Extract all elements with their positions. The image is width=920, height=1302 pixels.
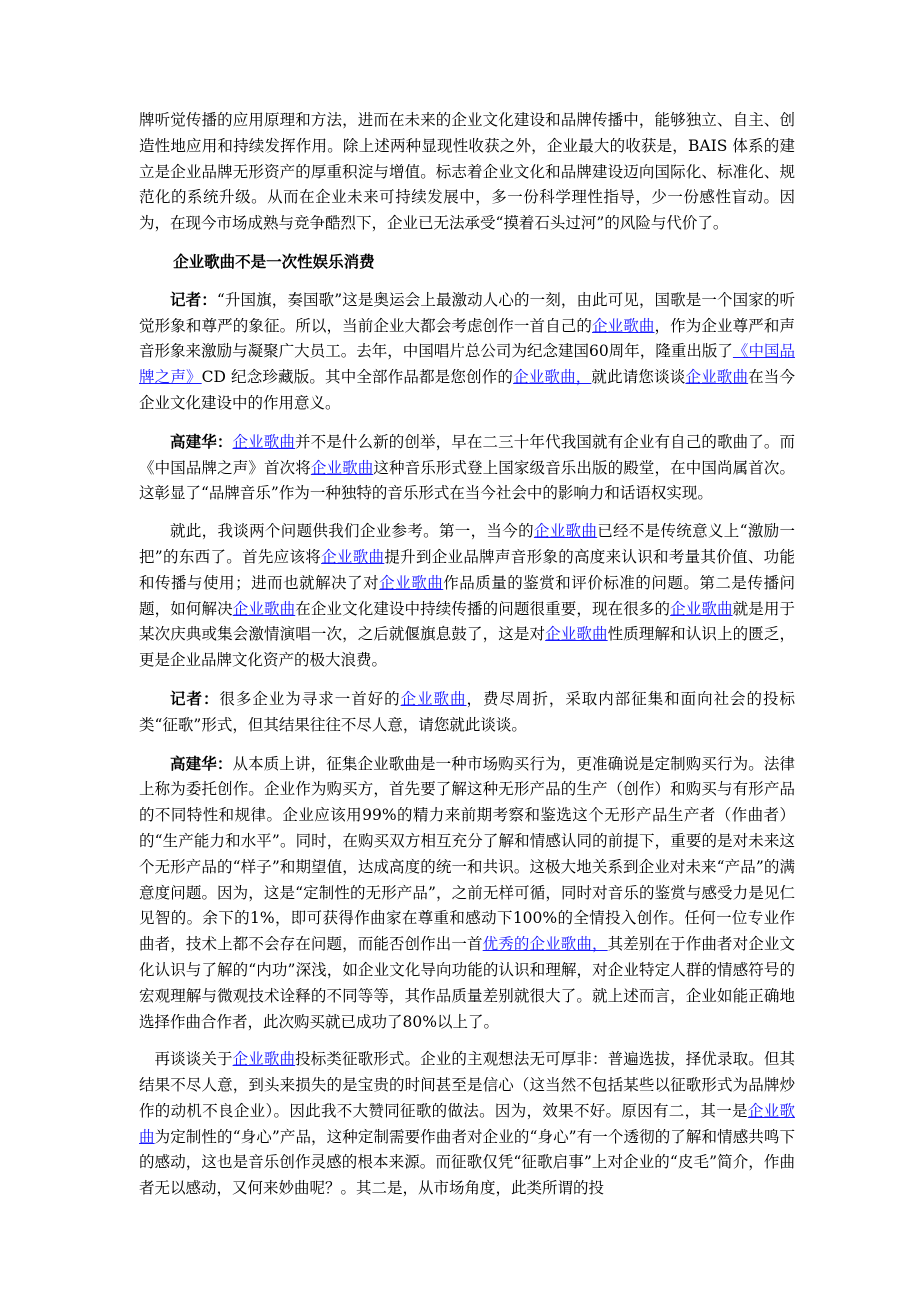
text-span: 投标类征歌形式。企业的主观想法无可厚非：普遍选拔，择优录取。但其结果不尽人意，到头来损失的是宝贵的时间甚至是信心（这当然不包括某些以征歌形式为品牌炒作的动机不良企业）。因此我不大赞同征歌的做法。因为，效果不好。原因有二，其一是 (139, 1050, 795, 1120)
text-link[interactable]: 企业歌曲 (310, 458, 374, 477)
document-page (139, 108, 795, 1214)
text-span: ，费尽周折，采取内部征集和面向社会的投标类“征歌”形式，但其结果往往不尽人意，请您就此谈谈。 (139, 689, 795, 734)
speaker-label: 高建华： (170, 431, 233, 451)
text-link[interactable]: 企业歌曲 (232, 599, 296, 618)
text-link[interactable]: 企业歌曲 (321, 547, 385, 566)
section-heading (139, 249, 795, 275)
paragraph (139, 429, 795, 507)
text-span: 企业歌曲不是一次性娱乐消费 (173, 251, 375, 271)
paragraph (139, 686, 795, 739)
text-link[interactable]: 企业歌曲 (379, 573, 444, 592)
paragraph (139, 108, 795, 237)
text-span: 很多企业为寻求一首好的 (219, 689, 401, 708)
text-span: 提升到企业品牌声音形象的高度来认识和考量其价值、功能和传播与使用；进而也就解决了对 (139, 547, 795, 592)
text-link[interactable]: 企业歌曲， (513, 368, 592, 387)
paragraph (139, 1047, 795, 1202)
text-span: 就此请您谈谈 (591, 368, 686, 387)
text-span: 性质理解和认识上的匮乏，更是企业品牌文化资产的极大浪费。 (139, 625, 795, 670)
text-span: 牌听觉传播的应用原理和方法，进而在未来的企业文化建设和品牌传播中，能够独立、自主、创造性地应用和持续发挥作用。除上述两种显现性收获之外，企业最大的收获是，BAIS 体系的建立是企业品牌无形资产的厚重积淀与增值。标志着企业文化和品牌建设迈向国际化、标准化、规范化的系统升级。从而在企业未来可持续发展中，多一份科学理性指导，少一份感性盲动。因为，在现今市场成熟与竞争酷烈下，企业已无法承受“摸着石头过河”的风险与代价了。 (139, 111, 795, 233)
text-link[interactable]: 企业歌曲 (685, 368, 749, 387)
paragraph (139, 519, 795, 674)
text-span: 这种音乐形式登上国家级音乐出版的殿堂，在中国尚属首次。这彰显了“品牌音乐”作为一种独特的音乐形式在当今社会中的影响力和话语权实现。 (139, 458, 795, 503)
text-span: 并不是什么新的创举，早在二三十年代我国就有企业有自己的歌曲了。而《中国品牌之声》首次将 (139, 432, 795, 477)
text-link[interactable]: 《中国品牌之声》 (139, 342, 795, 387)
paragraph (139, 287, 795, 417)
text-span: ，作为企业尊严和声音形象来激励与凝聚广大员工。去年，中国唱片总公司为纪念建国60周年，隆重出版了 (139, 316, 795, 361)
text-span: 从本质上讲，征集企业歌曲是一种市场购买行为，更准确说是定制购买行为。法律上称为委托创作。企业作为购买方，首先要了解这种无形产品的生产（创作）和购买与有形产品的不同特性和规律。企业应该用99%的精力来前期考察和鉴选这个无形产品生产者（作曲者）的“生产能力和水平”。同时，在购买双方相互充分了解和情感认同的前提下，重要的是对未来这个无形产品的“样子”和期望值，达成高度的统一和共识。这极大地关系到企业对未来“产品”的满意度问题。因为，这是“定制性的无形产品”，之前无样可循，同时对音乐的鉴赏与感受力是见仁见智的。余下的1%，即可获得作曲家在尊重和感动下100%的全情投入创作。任何一位专业作曲者，技术上都不会存在问题，而能否创作出一首 (139, 754, 795, 954)
text-link[interactable]: 企业歌曲 (670, 599, 733, 618)
text-link[interactable]: 企业歌曲 (232, 432, 296, 451)
text-span: 已经不是传统意义上“激励一把”的东西了。首先应该将 (139, 522, 795, 566)
text-span: CD 纪念珍藏版。其中全部作品都是您创作的 (201, 368, 514, 387)
text-span: 就是用于某次庆典或集会激情演唱一次，之后就偃旗息鼓了，这是对 (139, 599, 795, 644)
speaker-label: 高建华： (170, 753, 233, 773)
text-link[interactable]: 企业歌曲 (545, 625, 608, 644)
text-span: “升国旗，奏国歌”这是奥运会上最激动人心的一刻，由此可见，国歌是一个国家的听觉形象和尊严的象征。所以，当前企业大都会考虑创作一首自己的 (139, 290, 795, 335)
text-span: 其差别在于作曲者对企业文化认识与了解的“内功”深浅，如企业文化导向功能的认识和理解，对企业特定人群的情感符号的宏观理解与微观技术诠释的不同等等，其作品质量差别就很大了。就上述而言，企业如能正确地选择作曲合作者，此次购买就已成功了80%以上了。 (139, 935, 795, 1031)
text-link[interactable]: 企业歌曲 (139, 1101, 795, 1146)
text-link[interactable]: 企业歌曲 (232, 1050, 296, 1069)
text-link[interactable]: 企业歌曲 (533, 522, 598, 541)
speaker-label: 记者： (170, 289, 217, 309)
speaker-label: 记者： (170, 688, 220, 708)
paragraph (139, 751, 795, 1036)
text-span: 在企业文化建设中持续传播的问题很重要，现在很多的 (295, 599, 671, 618)
text-span: 为定制性的“身心”产品，这种定制需要作曲者对企业的“身心”有一个透彻的了解和情感共鸣下的感动，这也是音乐创作灵感的根本来源。而征歌仅凭“征歌启事”上对企业的“皮毛”简介，作曲者无以感动，又何来妙曲呢？。其二是，从市场角度，此类所谓的投 (139, 1127, 795, 1198)
text-link[interactable]: 企业歌曲 (592, 316, 655, 335)
text-span: 在当今企业文化建设中的作用意义。 (139, 368, 795, 412)
text-link[interactable]: 企业歌曲 (400, 689, 467, 708)
text-link[interactable]: 优秀的企业歌曲， (482, 935, 608, 954)
text-span: 就此，我谈两个问题供我们企业参考。第一，当今的 (170, 522, 534, 541)
text-span: 再谈谈关于 (154, 1050, 233, 1069)
text-span: 作品质量的鉴赏和评价标准的问题。第二是传播问题，如何解决 (139, 573, 795, 618)
